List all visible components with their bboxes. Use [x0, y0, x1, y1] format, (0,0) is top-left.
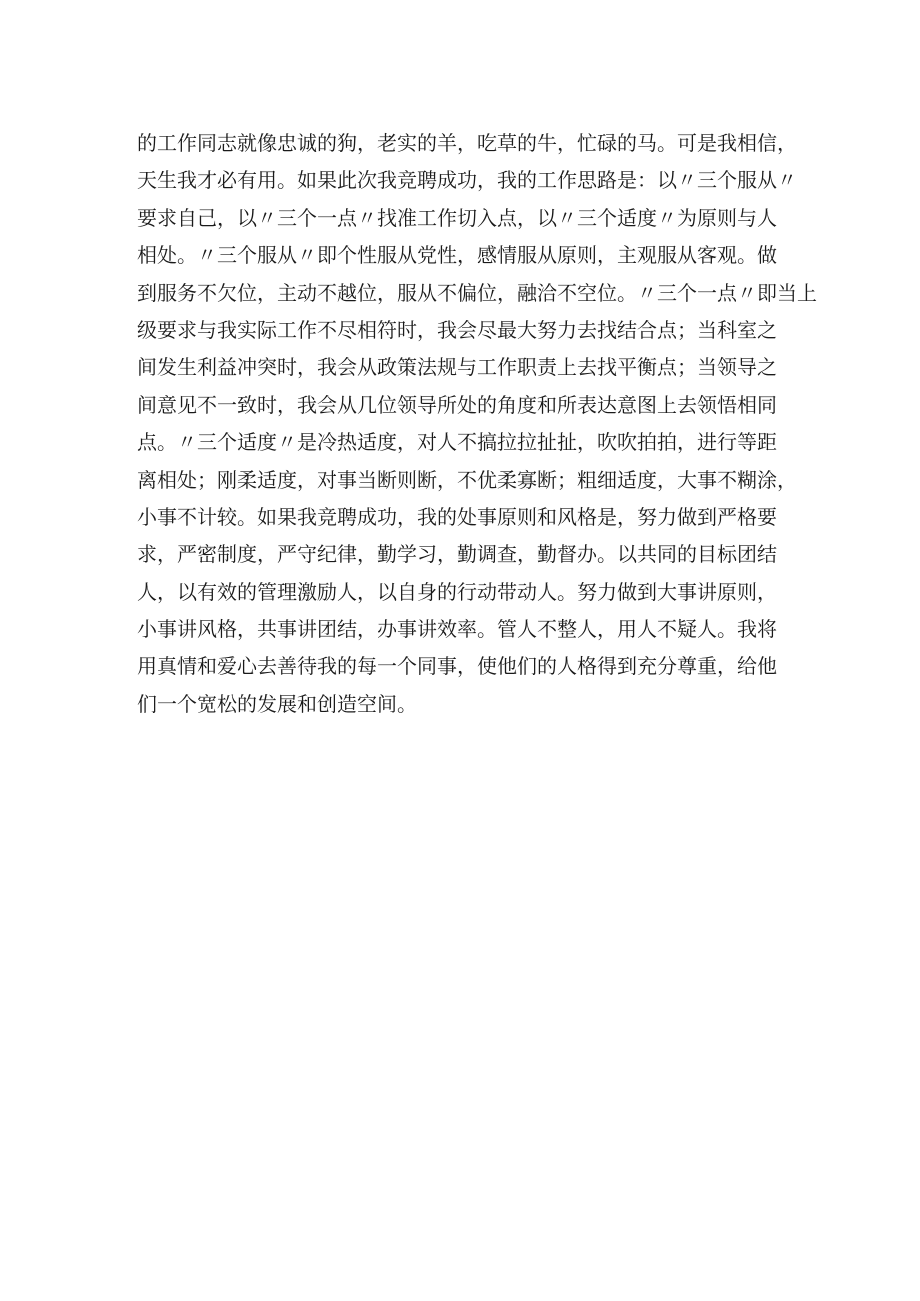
- text-line-16: 们一个宽松的发展和创造空间。: [137, 691, 417, 716]
- text-line-3: 要求自己，以〃三个一点〃找准工作切入点，以〃三个适度〃为原则与人: [137, 205, 777, 230]
- text-line-2: 天生我才必有用。如果此次我竞聘成功，我的工作思路是：以〃三个服从〃: [137, 168, 797, 193]
- text-line-14: 小事讲风格，共事讲团结，办事讲效率。管人不整人，用人不疑人。我将: [137, 617, 777, 642]
- text-line-7: 间发生利益冲突时，我会从政策法规与工作职责上去找平衡点；当领导之: [137, 355, 777, 380]
- text-line-10: 离相处；刚柔适度，对事当断则断，不优柔寡断；粗细适度，大事不糊涂，: [137, 467, 797, 492]
- text-line-1: 的工作同志就像忠诚的狗，老实的羊，吃草的牛，忙碌的马。可是我相信，: [137, 131, 797, 155]
- text-line-11: 小事不计较。如果我竞聘成功，我的处事原则和风格是，努力做到严格要: [137, 504, 777, 529]
- text-line-9: 点。〃三个适度〃是冷热适度，对人不搞拉拉扯扯，吹吹拍拍，进行等距: [137, 430, 777, 455]
- text-line-13: 人，以有效的管理激励人，以自身的行动带动人。努力做到大事讲原则，: [137, 579, 777, 604]
- text-line-12: 求，严密制度，严守纪律，勤学习，勤调查，勤督办。以共同的目标团结: [137, 542, 777, 567]
- text-line-6: 级要求与我实际工作不尽相符时，我会尽最大努力去找结合点；当科室之: [137, 317, 777, 342]
- text-line-15: 用真情和爱心去善待我的每一个同事，使他们的人格得到充分尊重，给他: [137, 654, 777, 679]
- text-line-4: 相处。〃三个服从〃即个性服从党性，感情服从原则，主观服从客观。做: [137, 243, 777, 268]
- body-paragraph: [137, 125, 817, 723]
- text-line-5: 到服务不欠位，主动不越位，服从不偏位，融洽不空位。〃三个一点〃即当上: [137, 280, 817, 305]
- text-line-8: 间意见不一致时，我会从几位领导所处的角度和所表达意图上去领悟相同: [137, 392, 777, 417]
